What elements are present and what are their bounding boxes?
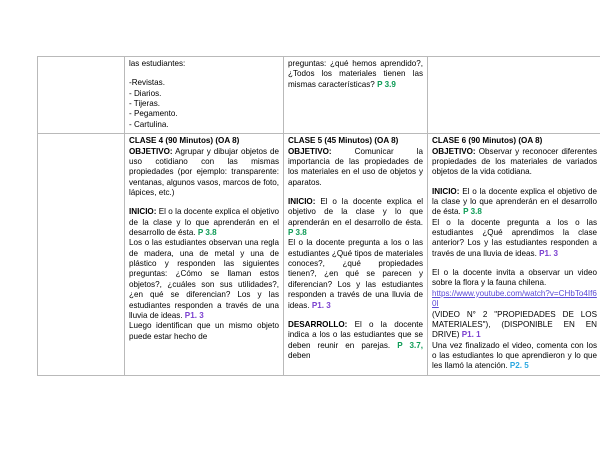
clase-5-inicio	[288, 197, 423, 238]
cell-top-questions	[284, 57, 428, 134]
video-note-text: (VIDEO N° 2 "PROPIEDADES DE LOS MATERIALES"), (DISPONIBLE EN EN DRIVE)	[432, 309, 597, 340]
material-item: -Revistas.	[129, 78, 165, 88]
empty-cell	[38, 57, 125, 134]
cell-clase-5	[284, 134, 428, 376]
clase-4-heading: CLASE 4 (90 Minutos) (OA 8)	[129, 136, 240, 146]
clase-6-body-2: El o la docente invita a observar un video sobre la flora y la fauna chilena.	[432, 268, 597, 288]
clase-6-body-1	[432, 218, 597, 259]
spacer	[288, 311, 423, 320]
youtube-video-link[interactable]: https://www.youtube.com/watch?v=CHbTo4If60I	[432, 288, 597, 309]
indicator-code: P1. 3	[539, 248, 558, 258]
clase-5-desarrollo	[288, 320, 423, 361]
table-body	[38, 57, 600, 376]
inicio-label: INICIO:	[288, 196, 316, 206]
inicio-text: El o la docente explica el objetivo de la clase y lo que aprenderán en el desarrollo de ésta.	[129, 207, 279, 238]
indicator-code: P 3.8	[288, 228, 307, 238]
indicator-code: P1. 3	[184, 310, 204, 320]
cell-clase-6	[428, 134, 600, 376]
cell-top-blank	[428, 57, 600, 134]
clase-4-body-2: Luego identifican que un mismo objeto puede estar hecho de	[129, 321, 279, 341]
indicator-code: P1. 3	[311, 300, 331, 310]
body-text: Una vez finalizado el video, comenta con los o las estudiantes lo que aprendieron y lo que les llamó la atención.	[432, 340, 597, 371]
spacer	[432, 259, 597, 268]
objetivo-text: Observar y reconocer diferentes propiedades de los materiales de variados objetos de la vida cotidiana.	[432, 146, 597, 177]
material-item: - Pegamento.	[129, 109, 178, 119]
cell-clase-4	[125, 134, 284, 376]
desarrollo-text: El o la docente indica a los o las estudiantes que se deben reunir en parejas.	[288, 319, 423, 350]
objetivo-text: Agrupar y dibujar objetos de uso cotidiano con las mismas propiedades (por ejemplo: transparente: ventanas, algunos vasos, marcos de foto, lápices, etc.)	[129, 146, 279, 197]
body-text: El o la docente pregunta a los o las estudiantes ¿Qué tipos de materiales conoces?, ¿qué propiedades tienen?, ¿en qué se parecen y diferencian? Los y las estudiantes responden a través de una lluvia de ideas.	[288, 238, 423, 310]
objetivo-label: OBJETIVO:	[129, 146, 173, 156]
materials-intro: las estudiantes:	[129, 59, 186, 68]
clase-6-heading: CLASE 6 (90 Minutos) (OA 8)	[432, 136, 543, 146]
video-link-paragraph	[432, 289, 597, 310]
indicator-code: P2. 5	[509, 361, 529, 371]
table-row	[38, 134, 600, 376]
spacer	[288, 188, 423, 197]
indicator-code: P 3.9	[377, 79, 396, 89]
clase-4-inicio	[129, 207, 279, 238]
objetivo-text: Comunicar la importancia de las propiedades de los materiales en el uso de objetos y aparatos.	[288, 146, 423, 187]
objetivo-label: OBJETIVO:	[432, 146, 476, 156]
questions-text: preguntas: ¿qué hemos aprendido?, ¿Todos los materiales tienen las mismas características?	[288, 59, 423, 89]
clase-6-inicio	[432, 187, 597, 218]
clase-5-objetivo	[288, 147, 423, 188]
body-text: El o la docente pregunta a los o las estudiantes ¿Qué aprendimos la clase anterior? Los y las estudiantes responden a través de una lluvia de ideas.	[432, 217, 597, 258]
material-item: - Tijeras.	[129, 99, 161, 109]
clase-4-objetivo	[129, 147, 279, 199]
cell-top-materials	[125, 57, 284, 134]
inicio-text: El o la docente explica el objetivo de la clase y lo que aprenderán en el desarrollo de ésta.	[288, 196, 423, 227]
body-text: Los o las estudiantes observan una regla de madera, una de metal y una de plástico y responden las siguientes preguntas: ¿Cómo se llaman estos objetos?, ¿cuáles son sus utilidades?, ¿en qué se diferencian? Los y las estudiantes responden a través de una lluvia de ideas.	[129, 238, 279, 320]
questions-paragraph	[288, 59, 423, 90]
spacer	[129, 198, 279, 207]
indicator-code: P 3.8	[197, 228, 217, 238]
spacer	[432, 178, 597, 187]
empty-cell	[38, 134, 125, 376]
clase-6-objetivo	[432, 147, 597, 178]
material-item: - Cartulina.	[129, 119, 169, 129]
objetivo-label: OBJETIVO:	[288, 146, 332, 156]
desarrollo-tail: deben	[288, 350, 311, 360]
inicio-text: El o la docente explica el objetivo de la clase y lo que aprenderán en el desarrollo de ésta.	[432, 186, 597, 217]
inicio-label: INICIO:	[129, 207, 157, 217]
indicator-code: P 3.7,	[397, 340, 423, 350]
material-item: - Diarios.	[129, 88, 162, 98]
indicator-code: P1. 1	[461, 330, 481, 340]
clase-4-body-1	[129, 238, 279, 321]
clase-5-heading: CLASE 5 (45 Minutos) (OA 8)	[288, 136, 399, 146]
clase-6-video-note	[432, 310, 597, 341]
indicator-code: P 3.8	[463, 207, 482, 217]
clase-5-body-1	[288, 238, 423, 311]
spacer	[129, 69, 279, 78]
table-row	[38, 57, 600, 134]
lesson-plan-table	[37, 56, 600, 376]
inicio-label: INICIO:	[432, 186, 460, 196]
clase-6-body-3	[432, 341, 597, 372]
desarrollo-label: DESARROLLO:	[288, 319, 348, 329]
